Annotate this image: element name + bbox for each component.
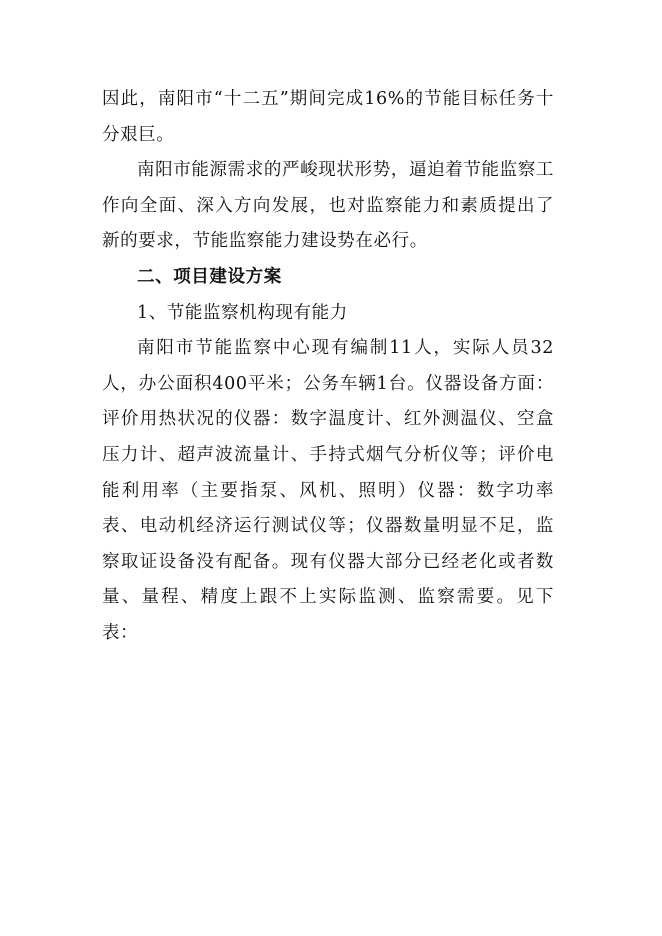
document-body [102,82,554,652]
subsection-heading-existing-capacity: 1、节能监察机构现有能力 [137,302,348,323]
paragraph-existing-capacity: 南阳市节能监察中心现有编制11人，实际人员32人，办公面积400平米；公务车辆1台。仪器设备方面：评价用热状况的仪器：数字温度计、红外测温仪、空盒压力计、超声波流量计、手持式烟气分析仪等；评价电能利用率（主要指泵、风机、照明）仪器：数字功率表、电动机经济运行测试仪等；仪器数量明显不足，监察取证设备没有配备。现有仪器大部分已经老化或者数量、量程、精度上跟不上实际监测、监察需要。见下表： [102,338,554,643]
section-heading-project-plan: 二、项目建设方案 [137,266,282,287]
paragraph-continuation: 因此，南阳市“十二五”期间完成16%的节能目标任务十分艰巨。 [102,89,554,145]
paragraph-energy-demand: 南阳市能源需求的严峻现状形势，逼迫着节能监察工作向全面、深入方向发展，也对监察能力和素质提出了新的要求，节能监察能力建设势在必行。 [102,160,554,252]
